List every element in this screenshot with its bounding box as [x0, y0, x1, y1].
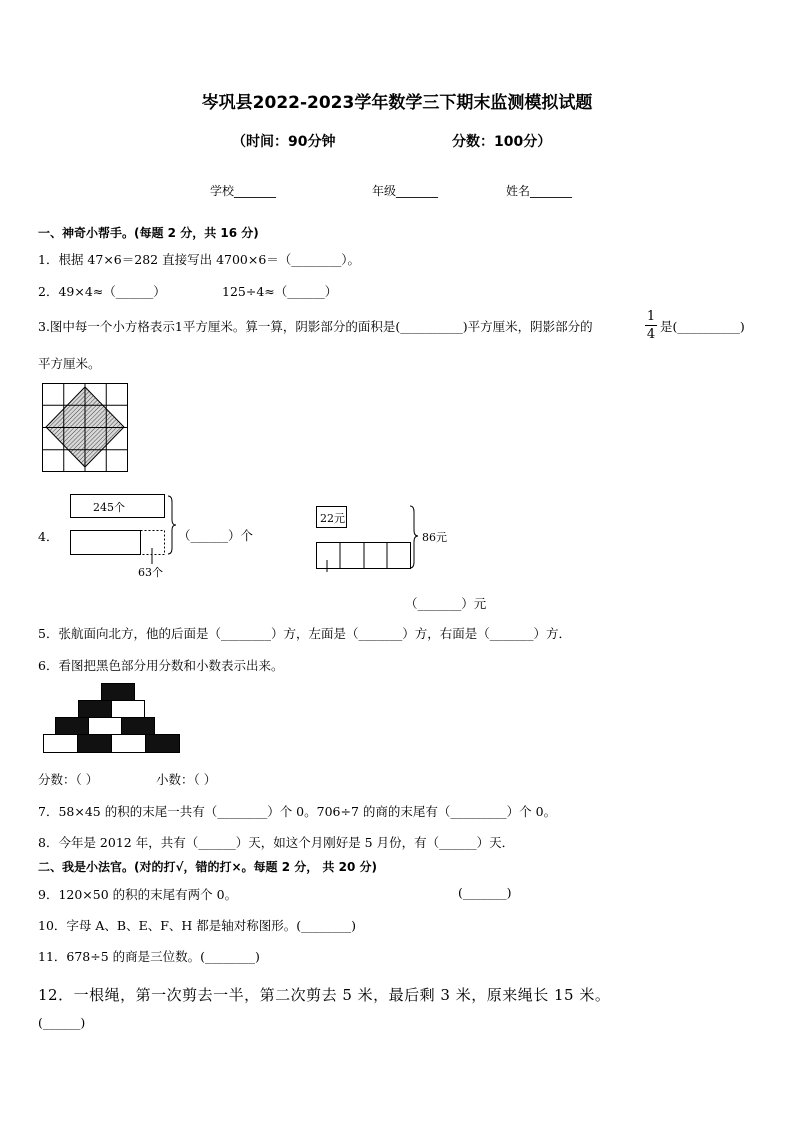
question-9: 9．120×50 的积的末尾有两个 0。 [38, 887, 238, 902]
fraction-denominator: 4 [646, 327, 656, 342]
bar-top-label: 245个 [93, 501, 125, 514]
question-10: 10．字母 A、B、E、F、H 都是轴对称图形。(________) [38, 918, 357, 933]
school-field: 学校_______ [210, 184, 277, 198]
price-box-label: 22元 [320, 512, 345, 525]
pyramid-figure [42, 682, 182, 756]
question-4-blank1: （______）个 [178, 528, 254, 543]
question-6-fraction: 分数：（ ） [38, 772, 99, 787]
question-9-blank: (_______) [458, 885, 512, 900]
question-4-blank2: （_______）元 [405, 596, 487, 611]
grade-field: 年级_______ [372, 184, 439, 198]
question-12: 12．一根绳，第一次剪去一半，第二次剪去 5 米，最后剩 3 米，原来绳长 15 米。 [38, 986, 611, 1004]
question-3-blank2: 是(__________) [660, 319, 745, 334]
question-2a: 2．49×4≈（______） [38, 284, 166, 299]
question-2b: 125÷4≈（______） [222, 284, 338, 299]
exam-time: （时间：90分钟 [232, 134, 336, 150]
total-price-label: 86元 [422, 531, 447, 544]
question-8: 8．今年是 2012 年，共有（______）天，如这个月刚好是 5 月份，有（______）天． [38, 835, 515, 850]
question-3-unit: 平方厘米。 [38, 356, 101, 371]
section1-heading: 一、神奇小帮手。(每题 2 分，共 16 分) [38, 226, 259, 240]
question-7: 7．58×45 的积的末尾一共有（________）个 0。706÷7 的商的末尾有（_________）个 0。 [38, 804, 557, 819]
question-5: 5．张航面向北方，他的后面是（________）方，左面是（_______）方，右面是（_______）方． [38, 626, 571, 641]
question-6-decimal: 小数：（ ） [156, 772, 217, 787]
question-4-label: 4． [38, 529, 59, 544]
question-1: 1．根据 47×6＝282 直接写出 4700×6＝（________）。 [38, 252, 361, 267]
question-3-text: 3.图中每一个小方格表示1平方厘米。算一算，阴影部分的面积是(__________)平方厘米，阴影部分的 [38, 319, 593, 334]
section2-heading: 二、我是小法官。(对的打√，错的打×。每题 2 分， 共 20 分) [38, 860, 377, 874]
bar-bottom-label: 63个 [138, 566, 163, 579]
question-12-blank: (______) [38, 1015, 86, 1030]
fraction-numerator: 1 [646, 309, 656, 324]
fraction-one-quarter [645, 309, 657, 342]
fraction-bar [645, 325, 657, 326]
grid-figure [42, 383, 128, 472]
name-field: 姓名_______ [506, 184, 573, 198]
page-title: 岑巩县2022-2023学年数学三下期末监测模拟试题 [201, 93, 593, 113]
exam-score: 分数：100分） [452, 134, 552, 150]
question-11: 11．678÷5 的商是三位数。(________) [38, 949, 260, 964]
question-6: 6．看图把黑色部分用分数和小数表示出来。 [38, 658, 284, 673]
